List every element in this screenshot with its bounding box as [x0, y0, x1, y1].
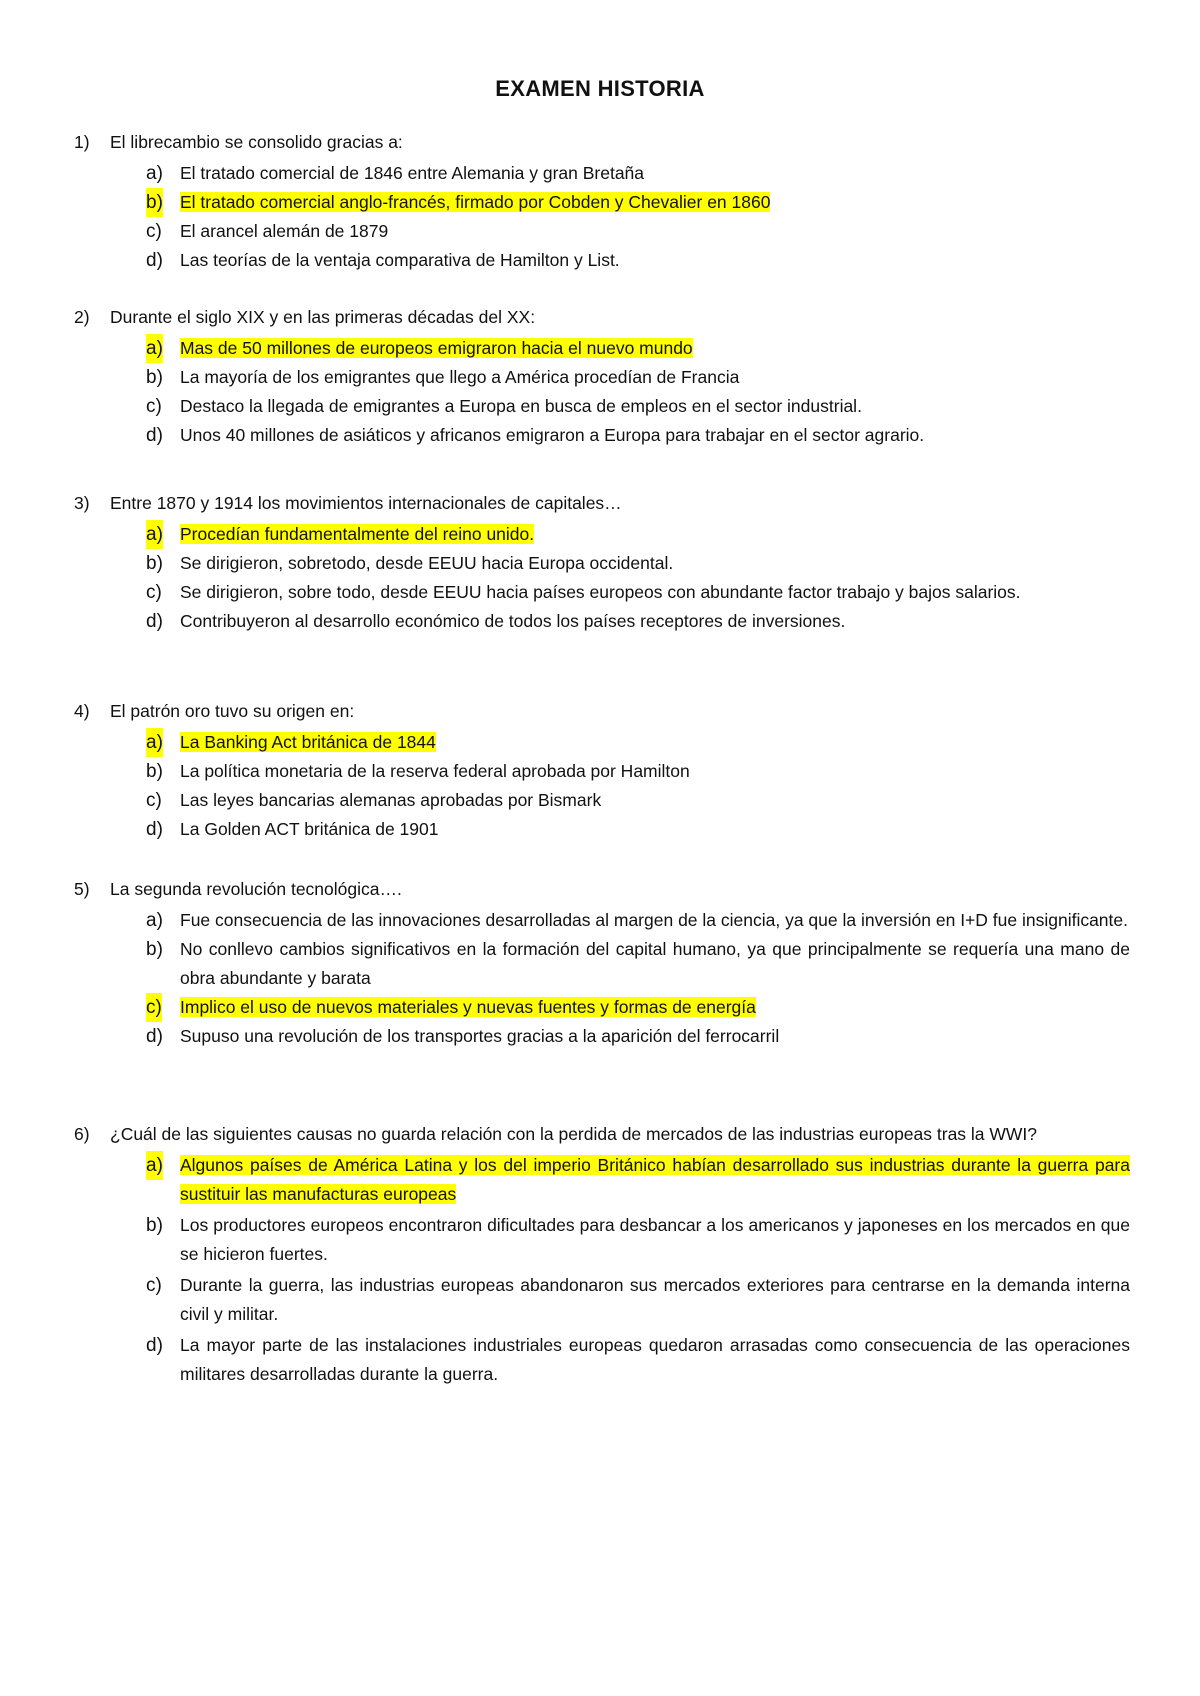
answer-option-c — [146, 786, 1130, 815]
option-text: Las teorías de la ventaja comparativa de Hamilton y List. — [180, 250, 620, 270]
option-text: La mayoría de los emigrantes que llego a América procedían de Francia — [180, 367, 740, 387]
question-text: La segunda revolución tecnológica…. — [110, 879, 402, 899]
option-letter: a) — [146, 1151, 163, 1180]
option-text: No conllevo cambios significativos en la formación del capital humano, ya que principalmente se requería una mano de obra abundante y barata — [180, 939, 1130, 988]
option-letter: a) — [146, 520, 163, 549]
highlighted-answer-text: La Banking Act británica de 1844 — [180, 732, 436, 752]
option-text: Se dirigieron, sobretodo, desde EEUU hacia Europa occidental. — [180, 553, 674, 573]
option-text: Destaco la llegada de emigrantes a Europa en busca de empleos en el sector industrial. — [180, 396, 862, 416]
option-letter: d) — [146, 1026, 163, 1047]
option-text: La política monetaria de la reserva federal aprobada por Hamilton — [180, 761, 690, 781]
answer-option-d — [146, 421, 1130, 450]
question-stem — [74, 875, 1130, 904]
highlighted-answer-text: Algunos países de América Latina y los del imperio Británico habían desarrollado sus industrias durante la guerra para sustituir las manufacturas europeas — [180, 1155, 1130, 1204]
option-letter: a) — [146, 728, 163, 757]
answer-option-a — [146, 334, 1130, 363]
question-6 — [74, 1120, 1130, 1389]
option-text: Contribuyeron al desarrollo económico de todos los países receptores de inversiones. — [180, 611, 846, 631]
option-text: Los productores europeos encontraron dificultades para desbancar a los americanos y japoneses en los mercados en que se hicieron fuertes. — [180, 1215, 1130, 1264]
question-number: 5) — [74, 879, 90, 899]
option-letter: a) — [146, 163, 163, 184]
option-letter: a) — [146, 910, 163, 931]
option-letter: b) — [146, 1215, 163, 1236]
answer-options — [74, 159, 1130, 275]
answer-option-a — [146, 1151, 1130, 1209]
answer-option-d — [146, 246, 1130, 275]
answer-option-b — [146, 188, 1130, 217]
question-stem — [74, 697, 1130, 726]
question-text: Durante el siglo XIX y en las primeras décadas del XX: — [110, 307, 536, 327]
option-text: Durante la guerra, las industrias europeas abandonaron sus mercados exteriores para centrarse en la demanda interna civil y militar. — [180, 1275, 1130, 1324]
question-number: 4) — [74, 701, 90, 721]
option-letter: b) — [146, 553, 163, 574]
answer-option-b — [146, 549, 1130, 578]
option-text: El tratado comercial de 1846 entre Alemania y gran Bretaña — [180, 163, 645, 183]
answer-option-d — [146, 1022, 1130, 1051]
answer-option-b — [146, 363, 1130, 392]
answer-option-d — [146, 815, 1130, 844]
question-text: El patrón oro tuvo su origen en: — [110, 701, 355, 721]
option-text: Supuso una revolución de los transportes gracias a la aparición del ferrocarril — [180, 1026, 780, 1046]
question-number: 6) — [74, 1124, 90, 1144]
highlighted-answer-text: Implico el uso de nuevos materiales y nuevas fuentes y formas de energía — [180, 997, 756, 1017]
highlighted-answer-text: Mas de 50 millones de europeos emigraron hacia el nuevo mundo — [180, 338, 693, 358]
answer-options — [74, 520, 1130, 636]
option-letter: c) — [146, 993, 162, 1022]
option-letter: b) — [146, 367, 163, 388]
option-letter: d) — [146, 425, 163, 446]
option-text: Fue consecuencia de las innovaciones desarrolladas al margen de la ciencia, ya que la inversión en I+D fue insignificante. — [180, 910, 1128, 930]
answer-option-b — [146, 757, 1130, 786]
option-letter: b) — [146, 761, 163, 782]
question-1 — [74, 128, 1130, 275]
option-letter: b) — [146, 939, 163, 960]
answer-option-b — [146, 935, 1130, 993]
option-letter: c) — [146, 582, 162, 603]
page-title: EXAMEN HISTORIA — [495, 76, 705, 101]
question-stem — [74, 1120, 1130, 1149]
question-stem — [74, 303, 1130, 332]
answer-options — [74, 1151, 1130, 1389]
answer-option-a — [146, 520, 1130, 549]
option-letter: d) — [146, 250, 163, 271]
answer-option-b — [146, 1211, 1130, 1269]
question-4 — [74, 697, 1130, 844]
question-text: Entre 1870 y 1914 los movimientos internacionales de capitales… — [110, 493, 622, 513]
option-text: Se dirigieron, sobre todo, desde EEUU hacia países europeos con abundante factor trabajo y bajos salarios. — [180, 582, 1021, 602]
answer-option-a — [146, 906, 1130, 935]
highlighted-answer-text: Procedían fundamentalmente del reino unido. — [180, 524, 535, 544]
question-stem — [74, 128, 1130, 157]
option-letter: c) — [146, 221, 162, 242]
answer-option-c — [146, 392, 1130, 421]
question-text: El librecambio se consolido gracias a: — [110, 132, 403, 152]
option-text: Unos 40 millones de asiáticos y africanos emigraron a Europa para trabajar en el sector agrario. — [180, 425, 925, 445]
answer-option-c — [146, 1271, 1130, 1329]
question-number: 1) — [74, 132, 90, 152]
question-number: 3) — [74, 493, 90, 513]
option-letter: a) — [146, 334, 163, 363]
option-letter: b) — [146, 188, 163, 217]
option-letter: d) — [146, 1335, 163, 1356]
option-text: El arancel alemán de 1879 — [180, 221, 389, 241]
answer-option-c — [146, 578, 1130, 607]
answer-option-a — [146, 728, 1130, 757]
answer-option-a — [146, 159, 1130, 188]
option-text: La Golden ACT británica de 1901 — [180, 819, 439, 839]
question-3 — [74, 489, 1130, 636]
answer-option-c — [146, 993, 1130, 1022]
answer-options — [74, 334, 1130, 450]
option-letter: c) — [146, 396, 162, 417]
option-letter: d) — [146, 819, 163, 840]
answer-option-d — [146, 607, 1130, 636]
answer-option-c — [146, 217, 1130, 246]
answer-option-d — [146, 1331, 1130, 1389]
option-text: Las leyes bancarias alemanas aprobadas por Bismark — [180, 790, 602, 810]
option-letter: c) — [146, 1275, 162, 1296]
question-5 — [74, 875, 1130, 1051]
option-text: La mayor parte de las instalaciones industriales europeas quedaron arrasadas como consecuencia de las operaciones militares desarrolladas durante la guerra. — [180, 1335, 1130, 1384]
highlighted-answer-text: El tratado comercial anglo-francés, firmado por Cobden y Chevalier en 1860 — [180, 192, 771, 212]
answer-options — [74, 906, 1130, 1051]
answer-options — [74, 728, 1130, 844]
question-number: 2) — [74, 307, 90, 327]
question-text: ¿Cuál de las siguientes causas no guarda relación con la perdida de mercados de las industrias europeas tras la WWI? — [110, 1124, 1038, 1144]
option-letter: d) — [146, 611, 163, 632]
question-stem — [74, 489, 1130, 518]
question-2 — [74, 303, 1130, 450]
option-letter: c) — [146, 790, 162, 811]
